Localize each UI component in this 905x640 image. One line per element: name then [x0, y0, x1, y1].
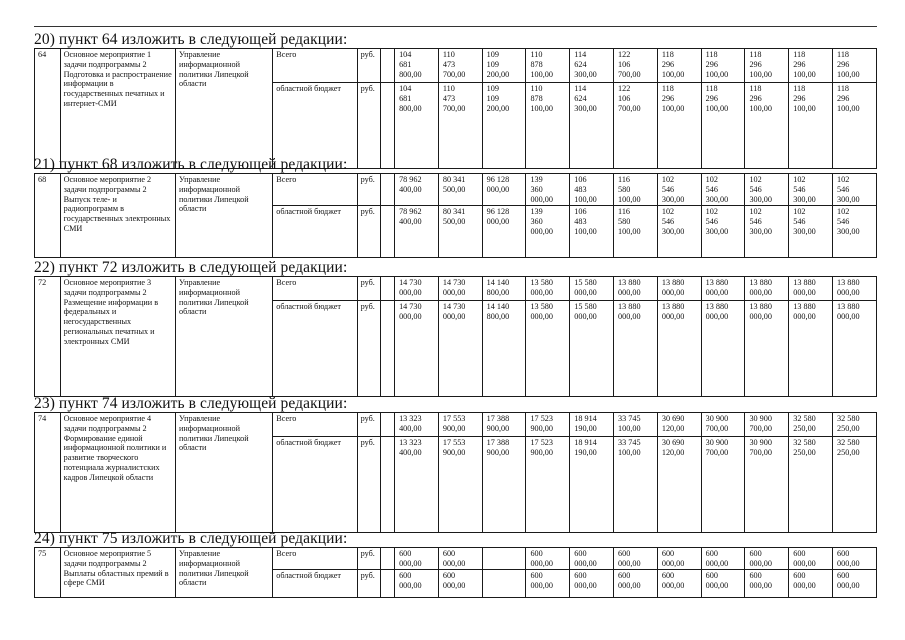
amount-cell: 600 000,00 [438, 570, 482, 598]
amount-cell: 32 580 250,00 [833, 413, 877, 437]
amount-cell: 96 128 000,00 [482, 174, 526, 206]
amount-cell: 102 546 300,00 [657, 206, 701, 258]
amount-cell: 118 296 100,00 [657, 49, 701, 83]
amount-cell: 13 580 000,00 [526, 277, 570, 301]
amount-cell: 600 000,00 [745, 570, 789, 598]
activity-name: Основное мероприятие 2 задачи подпрограммы 2 Выпуск теле- и радиопрограмм в государственных электронных СМИ [60, 174, 175, 258]
amount-cell [482, 570, 526, 598]
executor-name: Управление информационной политики Липецкой области [176, 548, 273, 598]
amount-cell: 13 880 000,00 [614, 301, 658, 397]
amount-cell: 109 109 200,00 [482, 49, 526, 83]
amount-cell: 102 546 300,00 [789, 206, 833, 258]
amount-cell: 600 000,00 [745, 548, 789, 570]
amount-cell: 17 523 900,00 [526, 413, 570, 437]
amount-cell: 106 483 100,00 [570, 174, 614, 206]
amount-cell: 118 296 100,00 [745, 49, 789, 83]
unit-label: руб. [357, 83, 381, 169]
amount-cell: 17 388 900,00 [482, 413, 526, 437]
amount-cell: 122 106 700,00 [614, 83, 658, 169]
amount-cell: 600 000,00 [395, 570, 439, 598]
amount-cell: 600 000,00 [701, 570, 745, 598]
amount-cell: 30 900 700,00 [701, 437, 745, 533]
funding-source-regional: областной бюджет [273, 206, 357, 258]
amount-cell: 13 880 000,00 [614, 277, 658, 301]
funding-source-regional: областной бюджет [273, 437, 357, 533]
executor-name: Управление информационной политики Липецкой области [176, 49, 273, 169]
amount-cell: 14 730 000,00 [395, 277, 439, 301]
amount-cell: 109 109 200,00 [482, 83, 526, 169]
funding-source-total: Всего [273, 174, 357, 206]
amount-cell: 13 323 400,00 [395, 413, 439, 437]
amount-cell: 116 580 100,00 [614, 174, 658, 206]
amount-cell: 13 880 000,00 [701, 301, 745, 397]
amount-cell: 17 553 900,00 [438, 413, 482, 437]
unit-label: руб. [357, 49, 381, 83]
funding-source-total: Всего [273, 277, 357, 301]
amount-cell: 102 546 300,00 [833, 206, 877, 258]
amount-cell: 13 880 000,00 [701, 277, 745, 301]
amount-cell: 14 730 000,00 [395, 301, 439, 397]
item-number: 74 [35, 413, 61, 533]
amount-cell: 118 296 100,00 [745, 83, 789, 169]
funding-source-regional: областной бюджет [273, 301, 357, 397]
amount-cell: 118 296 100,00 [789, 83, 833, 169]
activity-name: Основное мероприятие 3 задачи подпрограммы 2 Размещение информации в федеральных и негосударственных региональных печатных и электронных СМИ [60, 277, 175, 397]
amount-cell: 600 000,00 [395, 548, 439, 570]
amount-cell: 118 296 100,00 [833, 83, 877, 169]
amount-cell: 32 580 250,00 [789, 437, 833, 533]
budget-table [34, 48, 877, 169]
amount-cell: 17 388 900,00 [482, 437, 526, 533]
empty-cell [381, 301, 395, 397]
amount-cell: 13 580 000,00 [526, 301, 570, 397]
section-74 [34, 395, 877, 533]
amount-cell: 104 681 800,00 [395, 49, 439, 83]
unit-label: руб. [357, 174, 381, 206]
amount-cell: 114 624 300,00 [570, 49, 614, 83]
amount-cell: 600 000,00 [438, 548, 482, 570]
funding-source-total: Всего [273, 548, 357, 570]
empty-cell [381, 548, 395, 570]
amount-cell: 110 878 100,00 [526, 83, 570, 169]
section-72 [34, 259, 877, 397]
empty-cell [381, 206, 395, 258]
item-number: 75 [35, 548, 61, 598]
amount-cell: 32 580 250,00 [789, 413, 833, 437]
amount-cell: 600 000,00 [526, 548, 570, 570]
amount-cell: 13 880 000,00 [745, 277, 789, 301]
amount-cell: 600 000,00 [570, 548, 614, 570]
executor-name: Управление информационной политики Липецкой области [176, 174, 273, 258]
row-total [35, 49, 877, 83]
row-total [35, 413, 877, 437]
amount-cell: 30 690 120,00 [657, 413, 701, 437]
amount-cell: 102 546 300,00 [745, 174, 789, 206]
section-64 [34, 31, 877, 169]
amount-cell: 102 546 300,00 [701, 174, 745, 206]
item-number: 68 [35, 174, 61, 258]
row-total [35, 548, 877, 570]
amount-cell: 600 000,00 [526, 570, 570, 598]
empty-cell [381, 277, 395, 301]
amount-cell: 13 880 000,00 [833, 277, 877, 301]
amount-cell: 600 000,00 [701, 548, 745, 570]
budget-table [34, 276, 877, 397]
amount-cell: 14 730 000,00 [438, 277, 482, 301]
amount-cell: 122 106 700,00 [614, 49, 658, 83]
amount-cell: 13 880 000,00 [657, 301, 701, 397]
amount-cell: 118 296 100,00 [657, 83, 701, 169]
amount-cell: 114 624 300,00 [570, 83, 614, 169]
unit-label: руб. [357, 437, 381, 533]
amount-cell: 13 880 000,00 [657, 277, 701, 301]
amount-cell: 30 900 700,00 [745, 413, 789, 437]
amount-cell: 33 745 100,00 [614, 437, 658, 533]
top-rule [34, 26, 877, 27]
amount-cell: 110 473 700,00 [438, 49, 482, 83]
executor-name: Управление информационной политики Липецкой области [176, 277, 273, 397]
amount-cell: 80 341 500,00 [438, 206, 482, 258]
amount-cell: 110 473 700,00 [438, 83, 482, 169]
amount-cell: 106 483 100,00 [570, 206, 614, 258]
section-heading: 24) пункт 75 изложить в следующей редакции: [34, 530, 348, 547]
amount-cell: 600 000,00 [789, 548, 833, 570]
amount-cell: 600 000,00 [657, 570, 701, 598]
amount-cell: 600 000,00 [614, 548, 658, 570]
amount-cell: 600 000,00 [789, 570, 833, 598]
executor-name: Управление информационной политики Липецкой области [176, 413, 273, 533]
amount-cell: 102 546 300,00 [789, 174, 833, 206]
amount-cell: 14 140 800,00 [482, 277, 526, 301]
amount-cell: 80 341 500,00 [438, 174, 482, 206]
amount-cell: 15 580 000,00 [570, 277, 614, 301]
section-75 [34, 530, 877, 598]
amount-cell: 14 730 000,00 [438, 301, 482, 397]
amount-cell: 33 745 100,00 [614, 413, 658, 437]
section-heading: 20) пункт 64 изложить в следующей редакции: [34, 31, 348, 48]
amount-cell: 102 546 300,00 [701, 206, 745, 258]
unit-label: руб. [357, 301, 381, 397]
row-total [35, 277, 877, 301]
funding-source-regional: областной бюджет [273, 570, 357, 598]
amount-cell: 15 580 000,00 [570, 301, 614, 397]
section-heading: 23) пункт 74 изложить в следующей редакции: [34, 395, 348, 412]
activity-name: Основное мероприятие 4 задачи подпрограммы 2 Формирование единой информационной политики и развитие творческого потенциала журналистских кадров Липецкой области [60, 413, 175, 533]
amount-cell: 96 128 000,00 [482, 206, 526, 258]
amount-cell: 30 900 700,00 [745, 437, 789, 533]
amount-cell: 118 296 100,00 [789, 49, 833, 83]
amount-cell: 110 878 100,00 [526, 49, 570, 83]
amount-cell: 30 690 120,00 [657, 437, 701, 533]
unit-label: руб. [357, 206, 381, 258]
amount-cell: 13 323 400,00 [395, 437, 439, 533]
amount-cell: 118 296 100,00 [833, 49, 877, 83]
amount-cell: 13 880 000,00 [789, 301, 833, 397]
amount-cell: 17 523 900,00 [526, 437, 570, 533]
amount-cell: 118 296 100,00 [701, 49, 745, 83]
funding-source-total: Всего [273, 413, 357, 437]
amount-cell: 18 914 190,00 [570, 437, 614, 533]
empty-cell [381, 413, 395, 437]
budget-table [34, 412, 877, 533]
budget-table [34, 547, 877, 598]
item-number: 72 [35, 277, 61, 397]
item-number: 64 [35, 49, 61, 169]
row-total [35, 174, 877, 206]
unit-label: руб. [357, 570, 381, 598]
unit-label: руб. [357, 413, 381, 437]
amount-cell: 18 914 190,00 [570, 413, 614, 437]
amount-cell: 118 296 100,00 [701, 83, 745, 169]
amount-cell: 78 962 400,00 [395, 206, 439, 258]
empty-cell [381, 437, 395, 533]
activity-name: Основное мероприятие 5 задачи подпрограммы 2 Выплаты областных премий в сфере СМИ [60, 548, 175, 598]
amount-cell: 13 880 000,00 [833, 301, 877, 397]
amount-cell: 600 000,00 [833, 548, 877, 570]
amount-cell: 104 681 800,00 [395, 83, 439, 169]
activity-name: Основное мероприятие 1 задачи подпрограммы 2 Подготовка и распространение информации в государственных печатных и интернет-СМИ [60, 49, 175, 169]
amount-cell: 102 546 300,00 [833, 174, 877, 206]
amount-cell: 139 360 000,00 [526, 206, 570, 258]
amount-cell: 600 000,00 [570, 570, 614, 598]
amount-cell: 17 553 900,00 [438, 437, 482, 533]
section-heading: 22) пункт 72 изложить в следующей редакции: [34, 259, 348, 276]
amount-cell: 30 900 700,00 [701, 413, 745, 437]
amount-cell: 78 962 400,00 [395, 174, 439, 206]
empty-cell [381, 570, 395, 598]
section-heading: 21) пункт 68 изложить в следующей редакции: [34, 156, 348, 173]
amount-cell [482, 548, 526, 570]
budget-table [34, 173, 877, 258]
amount-cell: 102 546 300,00 [745, 206, 789, 258]
amount-cell: 102 546 300,00 [657, 174, 701, 206]
amount-cell: 116 580 100,00 [614, 206, 658, 258]
amount-cell: 32 580 250,00 [833, 437, 877, 533]
empty-cell [381, 49, 395, 83]
amount-cell: 13 880 000,00 [789, 277, 833, 301]
unit-label: руб. [357, 548, 381, 570]
section-68 [34, 156, 877, 258]
funding-source-total: Всего [273, 49, 357, 83]
funding-source-regional: областной бюджет [273, 83, 357, 169]
amount-cell: 600 000,00 [657, 548, 701, 570]
amount-cell: 139 360 000,00 [526, 174, 570, 206]
amount-cell: 600 000,00 [833, 570, 877, 598]
empty-cell [381, 174, 395, 206]
unit-label: руб. [357, 277, 381, 301]
amount-cell: 13 880 000,00 [745, 301, 789, 397]
amount-cell: 600 000,00 [614, 570, 658, 598]
amount-cell: 14 140 800,00 [482, 301, 526, 397]
